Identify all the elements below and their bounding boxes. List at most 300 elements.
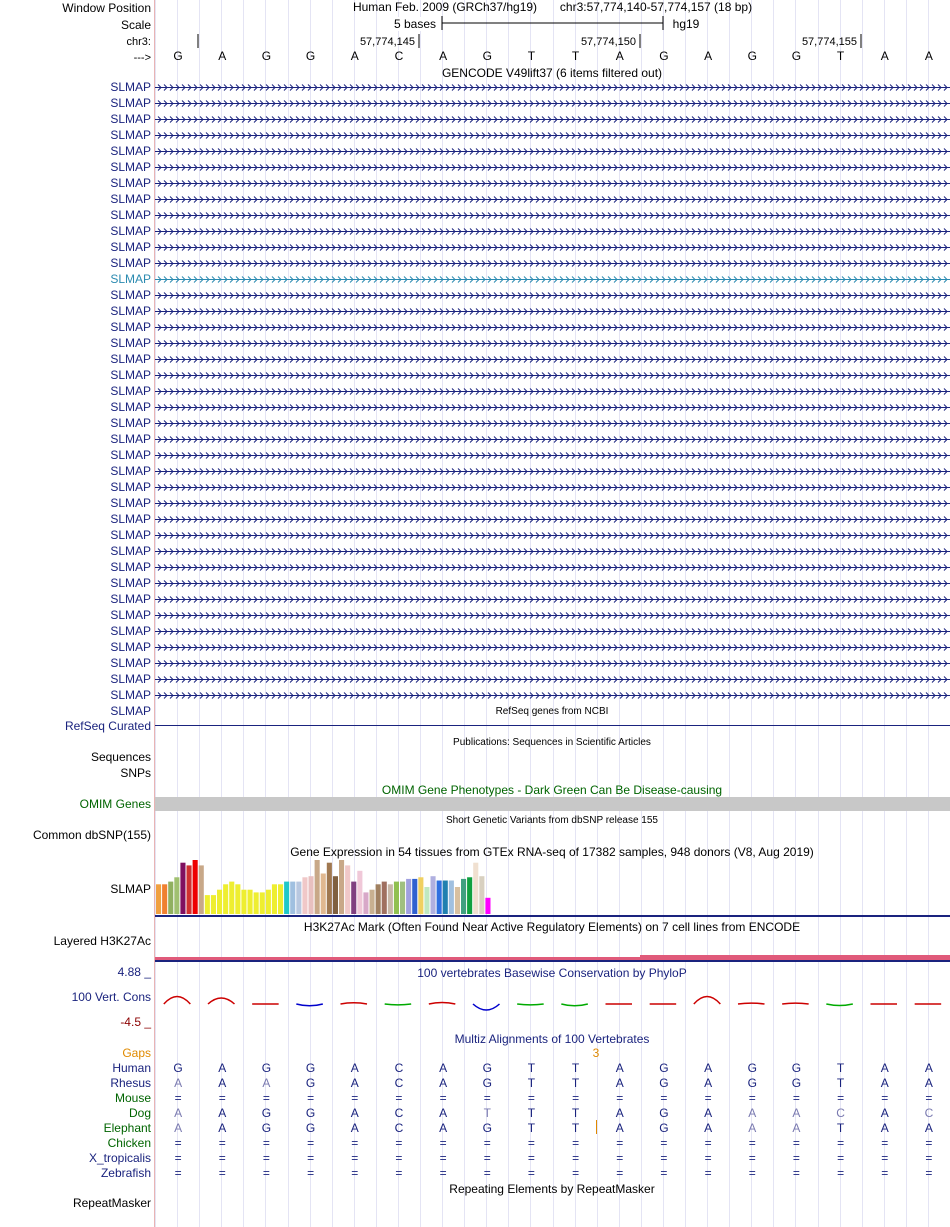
reference-base: A [350,49,359,63]
aligned-base: C [394,1061,404,1075]
aligned-base: = [572,1151,580,1165]
aligned-base: A [350,1121,359,1135]
reference-base: C [394,49,404,63]
aligned-base: = [307,1091,315,1105]
gtex-tissue-bar [449,881,454,914]
aligned-base: T [571,1106,580,1120]
aligned-base: A [880,1076,889,1090]
gtex-track-title: Gene Expression in 54 tissues from GTEx RNA-seq of 17382 samples, 948 donors (V8, Aug 2019) [290,845,814,859]
gencode-transcript-label[interactable]: SLMAP [110,112,151,126]
gtex-tissue-bar [156,884,161,914]
aligned-base: = [881,1166,889,1180]
gtex-tissue-bar [376,884,381,914]
reference-base: G [747,49,757,63]
aligned-base: G [659,1076,669,1090]
coordinate-label: 57,774,150 [580,36,636,48]
h3k27ac-layer-peak [640,955,950,960]
phylop-base-score [517,1004,544,1005]
aligned-base: = [660,1136,668,1150]
gtex-tissue-bar [217,890,222,914]
gtex-tissue-bar [424,887,429,914]
h3k27ac-track-title: H3K27Ac Mark (Often Found Near Active Regulatory Elements) on 7 cell lines from ENCODE [303,920,801,934]
multiz-track-title: Multiz Alignments of 100 Vertebrates [454,1032,650,1046]
aligned-base: A [350,1061,359,1075]
gencode-transcript-label[interactable]: SLMAP [110,128,151,142]
phylop-track-label[interactable]: 100 Vert. Cons [71,990,151,1004]
h3k27ac-track-label[interactable]: Layered H3K27Ac [53,934,151,948]
aligned-base: A [924,1121,933,1135]
aligned-base: A [174,1076,183,1090]
aligned-base: T [527,1106,536,1120]
aligned-base: A [748,1121,757,1135]
reference-base: A [218,49,227,63]
aligned-base: G [659,1106,669,1120]
phylop-base-score [385,1004,411,1005]
gencode-transcript-label[interactable]: SLMAP [110,640,151,654]
gtex-tissue-bar [406,879,411,914]
phylop-base-score [826,1004,853,1006]
gtex-tissue-bar [205,895,210,914]
reference-base: G [261,49,272,63]
gencode-transcript-label[interactable]: SLMAP [110,480,151,494]
aligned-base: T [571,1061,580,1075]
reference-base: A [439,49,448,63]
aligned-base: = [748,1136,756,1150]
aligned-base: G [482,1121,492,1135]
aligned-base: C [394,1076,404,1090]
aligned-base: T [836,1076,845,1090]
aligned-base: A [792,1121,801,1135]
aligned-base: G [791,1076,802,1090]
gencode-transcript-label[interactable]: SLMAP [110,368,151,382]
aligned-base: = [307,1151,315,1165]
gtex-tissue-bar [455,887,460,914]
aligned-base: = [616,1136,624,1150]
gencode-transcript-label[interactable]: SLMAP [110,272,151,286]
gtex-tissue-bar [351,882,356,914]
aligned-base: = [351,1136,359,1150]
aligned-base: = [307,1166,315,1180]
aligned-base: A [218,1061,227,1075]
gtex-tissue-bar [272,884,277,914]
aligned-base: = [262,1151,270,1165]
aligned-base: = [572,1166,580,1180]
aligned-base: = [792,1166,800,1180]
phylop-base-score [738,1003,765,1004]
species-label[interactable]: Dog [128,1106,151,1120]
species-label[interactable]: Zebrafish [100,1166,151,1180]
aligned-base: = [262,1091,270,1105]
position-title: chr3:57,774,140-57,774,157 (18 bp) [559,0,753,14]
aligned-base: A [350,1106,359,1120]
aligned-base: = [792,1136,800,1150]
aligned-base: = [351,1091,359,1105]
gtex-tissue-bar [235,884,240,914]
aligned-base: A [792,1106,801,1120]
gencode-transcript-label[interactable]: SLMAP [110,496,151,510]
aligned-base: C [924,1106,934,1120]
gtex-tissue-bar [327,863,332,914]
gtex-tissue-bar [400,882,405,914]
refseq-line[interactable] [155,725,950,726]
gtex-tissue-bar [315,860,320,914]
aligned-base: = [218,1166,226,1180]
aligned-base: G [791,1061,802,1075]
gtex-tissue-bar [382,882,387,914]
gencode-transcript-label[interactable]: SLMAP [110,624,151,638]
aligned-base: = [616,1091,624,1105]
aligned-base: G [482,1061,492,1075]
aligned-base: G [747,1076,757,1090]
gencode-transcript-label[interactable]: SLMAP [110,672,151,686]
aligned-base: = [439,1166,447,1180]
phylop-base-score [164,997,191,1005]
aligned-base: = [616,1166,624,1180]
omim-bar[interactable] [155,797,950,811]
gtex-bar-chart[interactable] [155,860,950,916]
gencode-transcript-label[interactable]: SLMAP [110,608,151,622]
aligned-base: A [704,1106,713,1120]
gtex-tissue-bar [321,874,326,915]
aligned-base: = [395,1151,403,1165]
track-label-column [0,0,154,1227]
reference-base: G [659,49,669,63]
phylop-base-score [429,1003,456,1005]
gtex-tissue-bar [357,871,362,914]
aligned-base: = [218,1136,226,1150]
aligned-base: = [616,1151,624,1165]
aligned-base: G [305,1121,316,1135]
gencode-transcript-label[interactable]: SLMAP [110,144,151,158]
aligned-base: A [174,1106,183,1120]
aligned-base: = [395,1136,403,1150]
gtex-tissue-bar [370,890,375,914]
gtex-tissue-bar [345,865,350,914]
aligned-base: G [261,1106,272,1120]
aligned-base: G [659,1121,669,1135]
gencode-transcript-label[interactable]: SLMAP [110,240,151,254]
gencode-transcript-label[interactable]: SLMAP [110,656,151,670]
dbsnp-track-label[interactable]: Common dbSNP(155) [32,828,151,842]
gtex-tissue-bar [309,876,314,914]
aligned-base: G [659,1061,669,1075]
pubs-sequences-label[interactable]: Sequences [90,750,151,764]
phylop-max-label: 4.88 _ [117,965,151,979]
phylop-plot[interactable] [155,982,950,1024]
aligned-base: A [218,1121,227,1135]
aligned-base: = [837,1166,845,1180]
aligned-base: A [262,1076,271,1090]
reference-base: T [527,49,536,63]
aligned-base: A [615,1106,624,1120]
aligned-base: A [439,1106,448,1120]
gencode-transcript-label[interactable]: SLMAP [110,256,151,270]
scale-text: 5 bases [393,17,437,31]
aligned-base: A [924,1061,933,1075]
aligned-base: = [395,1091,403,1105]
phylop-base-score [561,1004,588,1006]
gencode-transcript-label[interactable]: SLMAP [110,304,151,318]
phylop-min-label: -4.5 _ [120,1015,151,1029]
aligned-base: = [527,1136,535,1150]
gtex-tissue-bar [248,890,253,914]
phylop-base-score [782,1003,809,1004]
gencode-transcript-label[interactable]: SLMAP [110,432,151,446]
aligned-base: = [527,1091,535,1105]
aligned-base: A [439,1076,448,1090]
aligned-base: = [792,1151,800,1165]
aligned-base: = [925,1166,933,1180]
aligned-base: A [218,1076,227,1090]
gencode-transcript-label[interactable]: SLMAP [110,448,151,462]
gencode-transcript-label[interactable]: SLMAP [110,320,151,334]
aligned-base: = [925,1136,933,1150]
gencode-transcript-label[interactable]: SLMAP [110,208,151,222]
gtex-tissue-bar [437,881,442,914]
gtex-tissue-bar [180,863,185,914]
aligned-base: = [351,1151,359,1165]
aligned-base: T [527,1121,536,1135]
gencode-transcript-label[interactable]: SLMAP [110,576,151,590]
window-position-label: Window Position [62,1,151,15]
gtex-tissue-bar [229,882,234,914]
aligned-base: G [482,1076,492,1090]
species-label[interactable]: X_tropicalis [88,1151,151,1165]
aligned-base: = [572,1091,580,1105]
reference-base: A [704,49,713,63]
phylop-base-score [694,997,721,1005]
gencode-transcript-label[interactable]: SLMAP [110,400,151,414]
aligned-base: = [262,1136,270,1150]
aligned-base: C [394,1121,404,1135]
gtex-tissue-bar [199,865,204,914]
assembly-title: Human Feb. 2009 (GRCh37/hg19) [352,0,538,14]
aligned-base: A [704,1076,713,1090]
gencode-transcript-label[interactable]: SLMAP [110,528,151,542]
species-label[interactable]: Elephant [103,1121,151,1135]
gtex-tissue-bar [333,876,338,914]
reference-base: G [791,49,802,63]
aligned-base: T [483,1106,491,1120]
gtex-tissue-bar [418,877,423,914]
aligned-base: = [792,1091,800,1105]
gencode-transcript-label[interactable]: SLMAP [110,592,151,606]
gtex-tissue-bar [388,884,393,914]
aligned-base: = [748,1091,756,1105]
chrom-label: chr3: [126,36,151,48]
reference-base: G [173,49,183,63]
species-label[interactable]: Chicken [107,1136,151,1150]
gencode-transcript-label[interactable]: SLMAP [110,464,151,478]
phylop-track-title: 100 vertebrates Basewise Conservation by PhyloP [417,966,687,980]
aligned-base: = [174,1091,182,1105]
gtex-tissue-bar [467,877,472,914]
gtex-tissue-bar [461,879,466,914]
gtex-tissue-bar [187,865,192,914]
repeatmasker-track-title: Repeating Elements by RepeatMasker [449,1182,655,1196]
gtex-baseline [155,915,950,917]
aligned-base: = [881,1151,889,1165]
scale-label: Scale [120,18,151,32]
gencode-transcript-label[interactable]: SLMAP [110,416,151,430]
gencode-transcript-label[interactable]: SLMAP [110,560,151,574]
aligned-base: = [704,1136,712,1150]
gencode-transcript-label[interactable]: SLMAP [110,96,151,110]
phylop-base-score [208,998,235,1004]
reference-base: G [305,49,316,63]
gencode-transcript-label[interactable]: SLMAP [110,160,151,174]
gtex-tissue-bar [241,890,246,914]
gencode-transcript-label[interactable]: SLMAP [110,288,151,302]
aligned-base: = [174,1166,182,1180]
aligned-base: = [660,1091,668,1105]
aligned-base: = [483,1166,491,1180]
aligned-base: = [174,1151,182,1165]
aligned-base: G [261,1121,272,1135]
aligned-base: C [836,1106,845,1120]
gaps-count: 3 [592,1046,600,1060]
h3k27ac-baseline [155,960,950,962]
gtex-tissue-bar [443,881,448,914]
aligned-base: = [395,1166,403,1180]
aligned-base: = [925,1091,933,1105]
gencode-transcript-label[interactable]: SLMAP [110,544,151,558]
gtex-tissue-bar [284,882,289,914]
aligned-base: A [615,1121,624,1135]
phylop-base-score [341,1003,368,1004]
gencode-transcript-label[interactable]: SLMAP [110,352,151,366]
gtex-tissue-bar [168,882,173,914]
reference-base: A [880,49,889,63]
gtex-tissue-bar [278,884,283,914]
gencode-transcript-label[interactable]: SLMAP [110,336,151,350]
aligned-base: = [351,1166,359,1180]
aligned-base: A [218,1106,227,1120]
gencode-transcript-label[interactable]: SLMAP [110,80,151,94]
refseq-track-label[interactable]: RefSeq Curated [64,719,151,733]
reference-base: T [836,49,845,63]
aligned-base: = [837,1136,845,1150]
aligned-base: = [704,1091,712,1105]
gtex-tissue-bar [363,892,368,914]
gtex-tissue-bar [211,895,216,914]
gtex-tissue-bar [193,860,198,914]
aligned-base: = [837,1151,845,1165]
aligned-base: A [174,1121,183,1135]
aligned-base: = [439,1151,447,1165]
gtex-tissue-bar [473,863,478,914]
aligned-base: = [483,1151,491,1165]
refseq-track-title: RefSeq genes from NCBI [495,706,609,717]
aligned-base: T [527,1076,536,1090]
aligned-base: = [704,1151,712,1165]
omim-track-label[interactable]: OMIM Genes [79,797,151,811]
gtex-tissue-bar [290,882,295,914]
aligned-base: A [615,1061,624,1075]
aligned-base: = [218,1151,226,1165]
aligned-base: = [527,1151,535,1165]
gencode-transcript-label[interactable]: SLMAP [110,704,151,718]
aligned-base: = [837,1091,845,1105]
aligned-base: G [747,1061,757,1075]
phylop-base-score [473,1004,500,1010]
pubs-snps-label[interactable]: SNPs [120,766,151,780]
aligned-base: A [350,1076,359,1090]
aligned-base: = [262,1166,270,1180]
repeatmasker-track-label[interactable]: RepeatMasker [72,1196,151,1210]
aligned-base: T [571,1121,580,1135]
gencode-transcript-label[interactable]: SLMAP [110,224,151,238]
aligned-base: = [483,1091,491,1105]
gencode-transcripts[interactable] [155,80,950,705]
gtex-tissue-bar [174,877,179,914]
species-label[interactable]: Human [112,1061,151,1075]
h3k27ac-signal[interactable] [155,952,950,966]
aligned-base: T [836,1121,845,1135]
gencode-transcript-label[interactable]: SLMAP [110,512,151,526]
aligned-base: T [836,1061,845,1075]
aligned-base: A [439,1121,448,1135]
aligned-base: = [174,1136,182,1150]
gencode-transcript-label[interactable]: SLMAP [110,176,151,190]
reference-base: T [571,49,580,63]
coordinate-label: 57,774,155 [801,36,857,48]
aligned-base: G [173,1061,183,1075]
omim-track-title: OMIM Gene Phenotypes - Dark Green Can Be Disease-causing [381,783,723,797]
aligned-base: A [880,1061,889,1075]
aligned-base: G [305,1076,316,1090]
aligned-base: = [439,1091,447,1105]
aligned-base: = [660,1151,668,1165]
aligned-base: = [881,1091,889,1105]
gencode-transcript-label[interactable]: SLMAP [110,384,151,398]
gtex-tissue-bar [412,879,417,914]
aligned-base: A [615,1076,624,1090]
gencode-track-title: GENCODE V49lift37 (6 items filtered out) [441,66,663,80]
strand-arrow-label: ---> [133,52,151,64]
aligned-base: = [925,1151,933,1165]
gtex-tissue-bar [431,876,436,914]
dbsnp-track-title: Short Genetic Variants from dbSNP release 155 [446,815,658,826]
gencode-transcript-label[interactable]: SLMAP [110,192,151,206]
gencode-transcript-label[interactable]: SLMAP [110,688,151,702]
gtex-tissue-bar [162,884,167,914]
aligned-base: = [218,1091,226,1105]
species-label[interactable]: Rhesus [110,1076,151,1090]
aligned-base: A [439,1061,448,1075]
aligned-base: A [880,1121,889,1135]
aligned-base: = [748,1166,756,1180]
aligned-base: A [880,1106,889,1120]
gtex-track-label[interactable]: SLMAP [110,882,151,896]
track-area[interactable] [155,0,950,1227]
gaps-label: Gaps [122,1046,151,1060]
gtex-tissue-bar [485,898,490,914]
aligned-base: G [305,1106,316,1120]
gtex-tissue-bar [394,882,399,914]
aligned-base: = [527,1166,535,1180]
aligned-base: A [704,1121,713,1135]
species-label[interactable]: Mouse [114,1091,151,1105]
aligned-base: A [704,1061,713,1075]
aligned-base: = [439,1136,447,1150]
gtex-tissue-bar [266,890,271,914]
gtex-tissue-bar [339,860,344,914]
aligned-base: = [881,1136,889,1150]
gtex-tissue-bar [296,882,301,914]
gtex-tissue-bar [479,876,484,914]
reference-base: A [615,49,624,63]
